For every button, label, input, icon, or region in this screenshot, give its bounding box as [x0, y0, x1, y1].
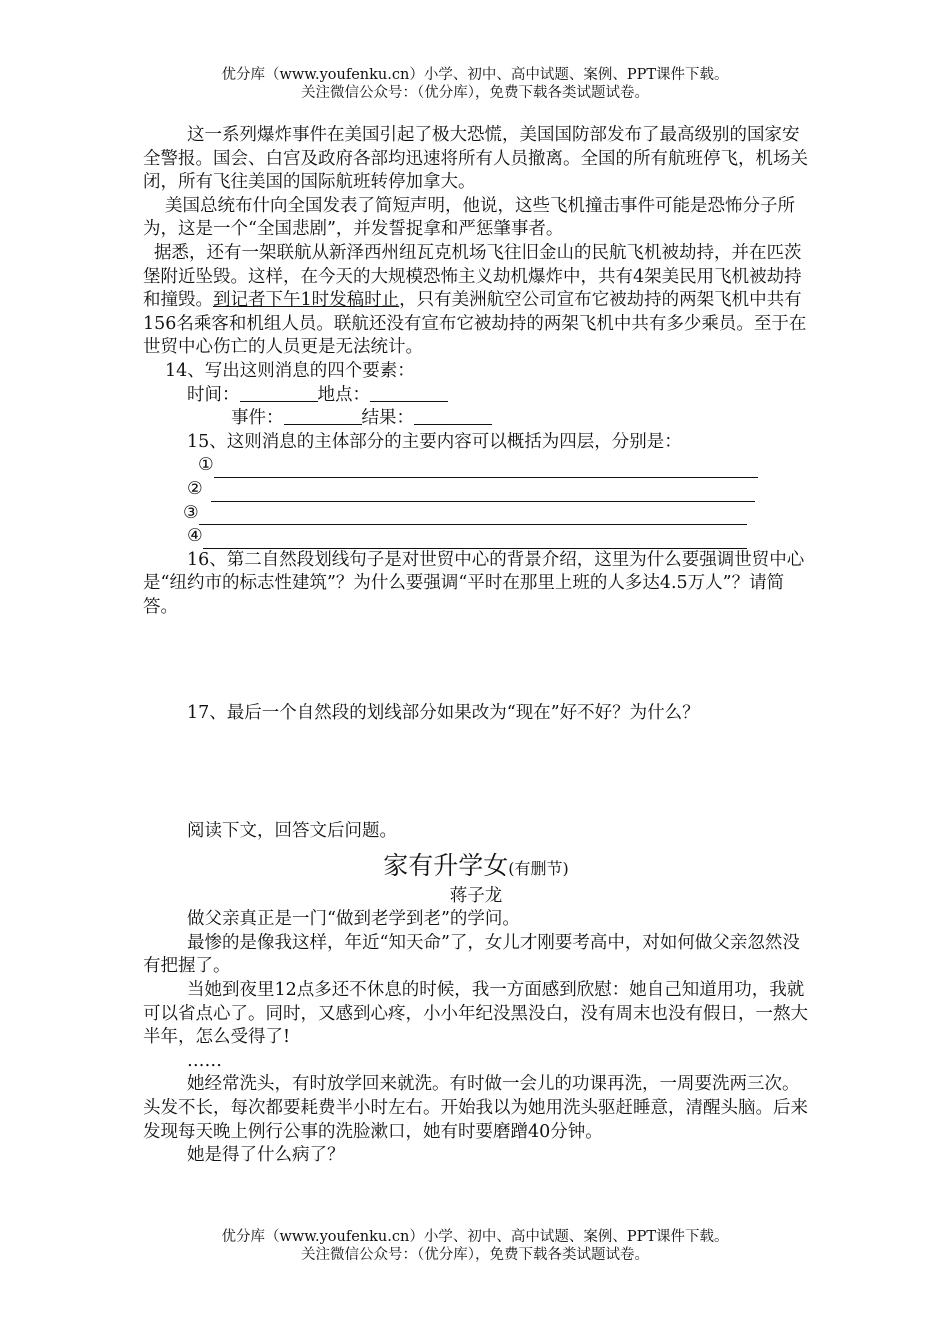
passage-paragraph-3-rest: ，只有美洲航空公司宣布它被劫持的两架飞机中共有156名乘客和机组人员。联航还没有宣布它被劫持的两架飞机中共有多少乘员。至于在世贸中心伤亡的人员更是无法统计。 — [143, 290, 807, 358]
answer-line-3[interactable] — [143, 502, 809, 526]
article-title-text: 家有升学女 — [383, 850, 509, 880]
passage-paragraph-3 — [143, 242, 809, 360]
event-answer-blank[interactable] — [284, 407, 362, 425]
place-label: 地点： — [317, 384, 370, 405]
article-title — [143, 850, 809, 885]
result-label: 结果： — [361, 408, 414, 429]
footer-line-2: 关注微信公众号：（优分库），免费下载各类试题试卷。 — [301, 1247, 649, 1263]
time-answer-blank[interactable] — [240, 384, 318, 402]
question-17-prompt: 17、最后一个自然段的划线部分如果改为“现在”好不好？为什么？ — [187, 703, 700, 724]
underlined-phrase: 到记者下午1时发稿时止 — [213, 290, 400, 311]
time-label: 时间： — [187, 384, 240, 405]
answer-blank-1[interactable] — [214, 459, 758, 478]
answer-marker-4: ④ — [187, 526, 203, 547]
question-14-prompt: 14、写出这则消息的四个要素： — [165, 360, 415, 381]
article-paragraph: 最惨的是像我这样，年近“知天命”了，女儿才刚要考高中，对如何做父亲忽然没有把握了。 — [143, 932, 800, 977]
question-14-row-2 — [143, 407, 809, 431]
article-paragraph: 当她到夜里12点多还不休息的时候，我一方面感到欣慰：她自己知道用功，我就可以省点心了。同时，又感到心疼，小小年纪没黑没白，没有周末也没有假日，一熬大半年，怎么受得了! — [143, 980, 808, 1048]
answer-marker-3: ③ — [183, 502, 199, 523]
answer-blank-3[interactable] — [199, 506, 747, 525]
document-body — [143, 124, 809, 1168]
article-paragraph: 她经常洗头，有时放学回来就洗。有时做一会儿的功课再洗，一周要洗两三次。头发不长，每次都要耗费半小时左右。开始我以为她用洗头驱赶睡意，清醒头脑。后来发现每天晚上例行公事的洗脸漱口，她有时要磨蹭40分钟。 — [143, 1074, 808, 1142]
footer-line-1: 优分库（www.youfenku.cn）小学、初中、高中试题、案例、PPT课件下载。 — [221, 1229, 729, 1245]
passage-paragraph-1: 这一系列爆炸事件在美国引起了极大恐慌，美国国防部发布了最高级别的国家安全警报。国会、白宫及政府各部均迅速将所有人员撤离。全国的所有航班停飞，机场关闭，所有飞往美国的国际航班转停加拿大。 — [143, 125, 808, 193]
header-line-1: 优分库（www.youfenku.cn）小学、初中、高中试题、案例、PPT课件下载。 — [221, 67, 729, 83]
passage-paragraph-2: 美国总统布什向全国发表了简短声明，他说，这些飞机撞击事件可能是恐怖分子所为，这是一个“全国悲剧”，并发誓捉拿和严惩肇事者。 — [143, 195, 795, 240]
result-answer-blank[interactable] — [414, 407, 492, 425]
reading-instruction: 阅读下文，回答文后问题。 — [187, 821, 397, 842]
answer-line-4[interactable] — [143, 525, 809, 549]
answer-marker-2: ② — [187, 478, 203, 499]
article-paragraph: 做父亲真正是一门“做到老学到老”的学问。 — [187, 909, 520, 930]
event-label: 事件： — [231, 408, 284, 429]
answer-blank-4[interactable] — [203, 530, 747, 549]
page-header — [0, 66, 950, 102]
question-16-prompt: 16、第二自然段划线句子是对世贸中心的背景介绍，这里为什么要强调世贸中心是“纽约市的标志性建筑”？为什么要强调“平时在那里上班的人多达4.5万人”？请简答。 — [143, 549, 805, 617]
article-paragraph: 她是得了什么病了？ — [187, 1145, 345, 1166]
header-line-2: 关注微信公众号：（优分库），免费下载各类试题试卷。 — [301, 85, 649, 101]
place-answer-blank[interactable] — [370, 384, 448, 402]
article-title-note: (有删节) — [508, 858, 569, 878]
question-16-answer-space[interactable] — [143, 619, 809, 702]
answer-line-2[interactable] — [143, 478, 809, 502]
question-17-answer-space[interactable] — [143, 726, 809, 820]
question-14-row-1 — [143, 384, 809, 408]
article-ellipsis: …… — [187, 1050, 222, 1071]
answer-line-1[interactable] — [143, 454, 809, 478]
passage-paragraph-3-text: 据悉，还有一架联航从新泽西州纽瓦克机场飞往旧金山的民航飞机被劫持，并在匹茨堡附近坠毁。这样，在今天的大规模恐怖主义劫机爆炸中，共有4架美民用飞机被劫持和撞毁。 — [143, 242, 802, 311]
answer-marker-1: ① — [198, 455, 214, 476]
question-15-prompt: 15、这则消息的主体部分的主要内容可以概括为四层，分别是： — [187, 431, 682, 452]
answer-blank-2[interactable] — [211, 483, 755, 502]
article-author: 蒋子龙 — [449, 885, 503, 906]
page-footer — [0, 1228, 950, 1264]
